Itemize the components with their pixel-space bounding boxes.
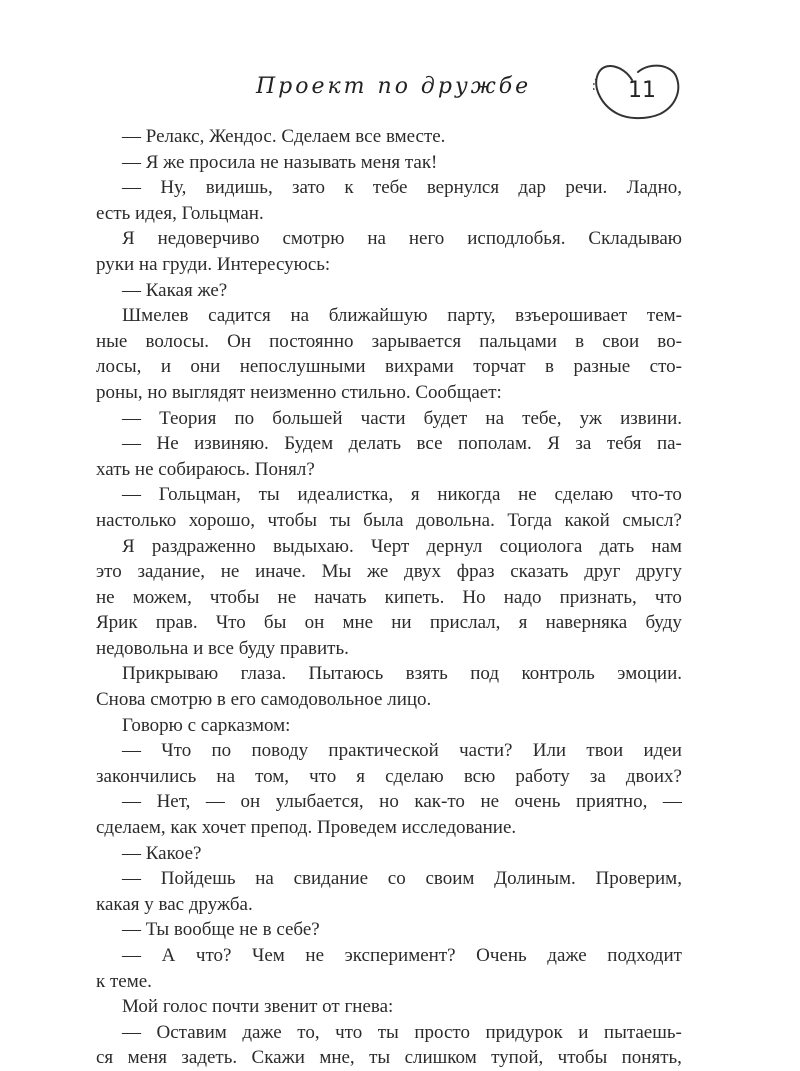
body-text (96, 124, 682, 1071)
text-line: Говорю с сарказмом: (122, 714, 291, 736)
text-line: настолько хорошо, чтобы ты была довольна. Тогда какой смысл? (96, 509, 682, 531)
text-line: ся меня задеть. Скажи мне, ты слишком тупой, чтобы понять, (96, 1047, 682, 1069)
text-line: — Какое? (122, 842, 202, 864)
text-line: — Ты вообще не в себе? (122, 919, 320, 941)
text-line: недовольна и все буду править. (96, 637, 349, 659)
text-line: лосы, и они непослушными вихрами торчат в разные сто- (96, 356, 682, 378)
text-line: какая у вас дружба. (96, 893, 253, 915)
text-line: — Оставим даже то, что ты просто придурок и пытаешь- (122, 1021, 682, 1043)
text-line: сделаем, как хочет препод. Проведем исследование. (96, 817, 517, 839)
text-line: — Ну, видишь, зато к тебе вернулся дар речи. Ладно, (122, 177, 682, 199)
text-line: — Релакс, Жендос. Сделаем все вместе. (122, 126, 446, 147)
text-line: Шмелев садится на ближайшую парту, взъерошивает тем- (122, 305, 682, 327)
text-line: ные волосы. Он постоянно зарывается пальцами в свои во- (96, 330, 682, 352)
text-line: Снова смотрю в его самодовольное лицо. (96, 689, 432, 711)
text-line: к теме. (96, 970, 152, 992)
page-number: 11 (628, 78, 656, 103)
text-line: — Нет, — он улыбается, но как-то не очень приятно, — (122, 791, 682, 813)
text-line: Прикрываю глаза. Пытаюсь взять под контроль эмоции. (122, 663, 682, 685)
text-line: — Теория по большей части будет на тебе, уж извини. (122, 407, 682, 429)
text-line: — Я же просила не называть меня так! (122, 151, 438, 173)
text-line: хать не собираюсь. Понял? (96, 458, 315, 480)
text-line: — Не извиняю. Будем делать все пополам. Я за тебя па- (122, 433, 682, 455)
text-line: — Гольцман, ты идеалистка, я никогда не сделаю что-то (122, 484, 682, 506)
text-line: Я раздраженно выдыхаю. Черт дернул социолога дать нам (122, 535, 682, 557)
text-line: Мой голос почти звенит от гнева: (122, 996, 394, 1018)
text-line: Ярик прав. Что бы он мне ни прислал, я наверняка буду (96, 612, 682, 634)
text-line: закончились на том, что я сделаю всю работу за двоих? (96, 765, 682, 787)
text-line: руки на груди. Интересуюсь: (96, 253, 331, 275)
text-line: Я недоверчиво смотрю на него исподлобья. Складываю (122, 228, 682, 250)
text-line: роны, но выглядят неизменно стильно. Сообщает: (96, 381, 502, 403)
running-header-title: Проект по дружбе (256, 74, 532, 99)
text-line: — А что? Чем не эксперимент? Очень даже подходит (122, 945, 682, 966)
text-line: — Пойдешь на свидание со своим Долиным. Проверим, (122, 868, 682, 890)
text-line: не можем, чтобы не начать кипеть. Но надо признать, что (96, 586, 682, 608)
text-line: — Что по поводу практической части? Или твои идеи (122, 740, 682, 762)
text-line: есть идея, Гольцман. (96, 202, 264, 224)
text-line: это задание, не иначе. Мы же двух фраз сказать друг другу (96, 561, 682, 583)
text-line: — Какая же? (122, 279, 228, 301)
